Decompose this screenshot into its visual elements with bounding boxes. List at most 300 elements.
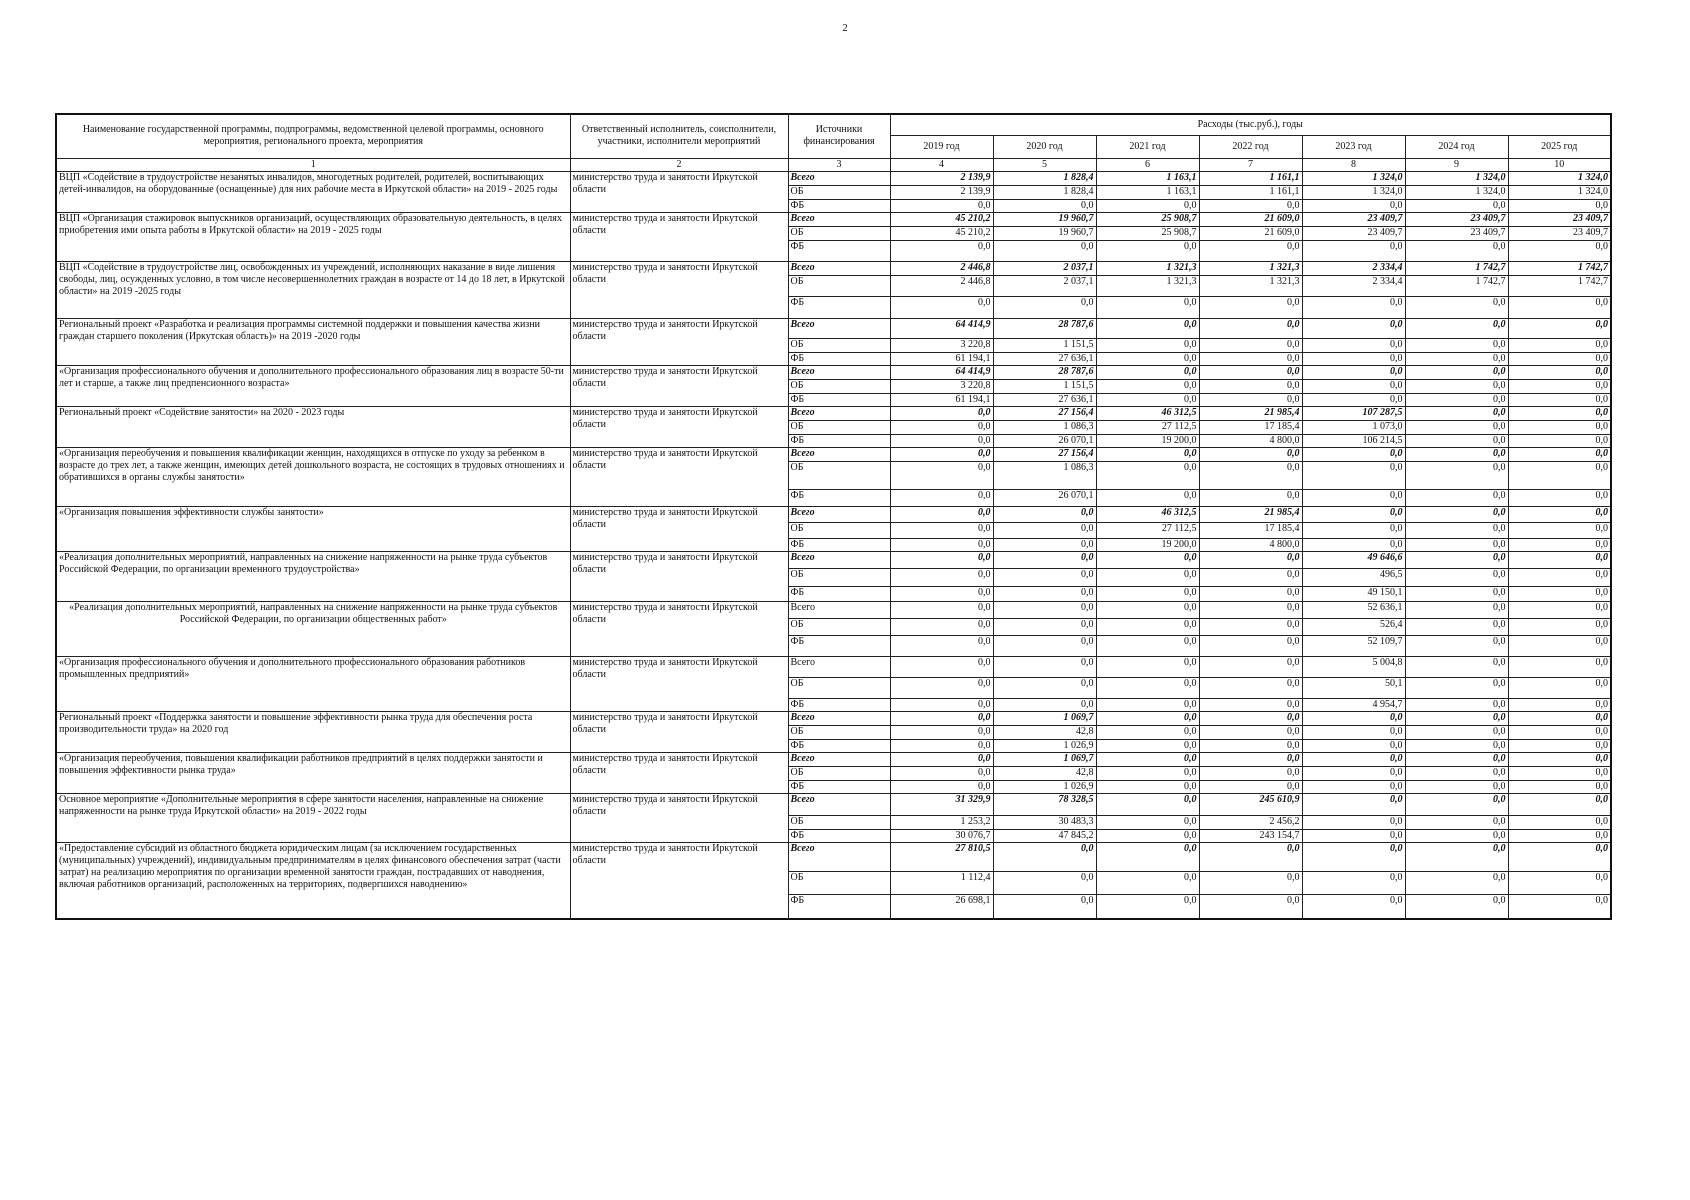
header-expenses: Расходы (тыс.руб.), годы — [890, 114, 1611, 135]
row-name: «Предоставление субсидий из областного бюджета юридическим лицам (за исключением государственных (муниципальных) учреждений), индивидуальным предпринимателям в целях финансового обеспечения затрат (части затрат) на реализацию мероприятия по организации временной занятости граждан, пострадавших от наводнения, включая работников организаций, расположенных на территориях, подвергшихся наводнению» — [56, 842, 570, 919]
amount-cell: 27 156,4 — [993, 406, 1096, 420]
amount-cell: 61 194,1 — [890, 393, 993, 406]
amount-cell: 0,0 — [1302, 538, 1405, 551]
row-name: «Организация переобучения, повышения квалификации работников предприятий в целях поддержки занятости и повышения эффективности рынка труда» — [56, 752, 570, 793]
funding-source: ОБ — [788, 618, 890, 635]
year-header: 2020 год — [993, 135, 1096, 158]
table-row-total — [56, 601, 1611, 618]
amount-cell: 0,0 — [890, 551, 993, 568]
amount-cell: 1 321,3 — [1199, 261, 1302, 275]
funding-source: ФБ — [788, 199, 890, 212]
funding-source: ФБ — [788, 780, 890, 793]
amount-cell: 0,0 — [1405, 393, 1508, 406]
amount-cell: 245 610,9 — [1199, 793, 1302, 815]
amount-cell: 496,5 — [1302, 568, 1405, 586]
amount-cell: 0,0 — [1199, 618, 1302, 635]
amount-cell: 0,0 — [1199, 894, 1302, 919]
amount-cell: 0,0 — [1405, 506, 1508, 522]
amount-cell: 0,0 — [1508, 338, 1611, 352]
amount-cell: 0,0 — [1199, 739, 1302, 752]
amount-cell: 0,0 — [1508, 780, 1611, 793]
amount-cell: 0,0 — [1199, 725, 1302, 739]
amount-cell: 23 409,7 — [1405, 212, 1508, 226]
amount-cell: 27 636,1 — [993, 352, 1096, 365]
amount-cell: 0,0 — [993, 522, 1096, 538]
funding-source: ФБ — [788, 538, 890, 551]
amount-cell: 0,0 — [1508, 677, 1611, 698]
amount-cell: 0,0 — [890, 711, 993, 725]
amount-cell: 1 026,9 — [993, 739, 1096, 752]
funding-source: Всего — [788, 656, 890, 677]
amount-cell: 0,0 — [890, 420, 993, 434]
row-name: «Организация профессионального обучения и дополнительного профессионального образования лиц в возрасте 50-ти лет и старше, а также лиц предпенсионного возраста» — [56, 365, 570, 406]
amount-cell: 0,0 — [1302, 489, 1405, 506]
amount-cell: 0,0 — [993, 894, 1096, 919]
amount-cell: 21 985,4 — [1199, 506, 1302, 522]
row-executor: министерство труда и занятости Иркутской области — [570, 365, 788, 406]
table-row-total — [56, 656, 1611, 677]
funding-source: ФБ — [788, 352, 890, 365]
row-name: «Реализация дополнительных мероприятий, направленных на снижение напряженности на рынке труда субъектов Российской Федерации, по организации общественных работ» — [56, 601, 570, 656]
row-executor: министерство труда и занятости Иркутской области — [570, 842, 788, 919]
amount-cell: 0,0 — [1508, 379, 1611, 393]
amount-cell: 0,0 — [1302, 379, 1405, 393]
amount-cell: 1 324,0 — [1405, 185, 1508, 199]
amount-cell: 0,0 — [1405, 538, 1508, 551]
row-executor: министерство труда и занятости Иркутской области — [570, 171, 788, 212]
row-name: «Организация профессионального обучения и дополнительного профессионального образования работников промышленных предприятий» — [56, 656, 570, 711]
table-row-total — [56, 551, 1611, 568]
amount-cell: 0,0 — [1405, 379, 1508, 393]
amount-cell: 21 985,4 — [1199, 406, 1302, 420]
amount-cell: 0,0 — [1096, 711, 1199, 725]
amount-cell: 0,0 — [1302, 199, 1405, 212]
amount-cell: 1 163,1 — [1096, 171, 1199, 185]
amount-cell: 0,0 — [1302, 352, 1405, 365]
amount-cell: 0,0 — [1508, 240, 1611, 261]
amount-cell: 0,0 — [1199, 635, 1302, 656]
table-row-total — [56, 212, 1611, 226]
funding-source: ФБ — [788, 240, 890, 261]
amount-cell: 0,0 — [1405, 338, 1508, 352]
amount-cell: 0,0 — [993, 506, 1096, 522]
amount-cell: 1 321,3 — [1199, 275, 1302, 296]
amount-cell: 2 456,2 — [1199, 815, 1302, 829]
amount-cell: 0,0 — [890, 677, 993, 698]
amount-cell: 0,0 — [1199, 586, 1302, 601]
amount-cell: 0,0 — [1508, 739, 1611, 752]
amount-cell: 0,0 — [1508, 618, 1611, 635]
amount-cell: 1 324,0 — [1405, 171, 1508, 185]
amount-cell: 0,0 — [1405, 829, 1508, 842]
amount-cell: 0,0 — [1508, 434, 1611, 447]
amount-cell: 0,0 — [1405, 352, 1508, 365]
amount-cell: 0,0 — [1199, 752, 1302, 766]
amount-cell: 1 742,7 — [1405, 275, 1508, 296]
amount-cell: 0,0 — [1508, 296, 1611, 318]
amount-cell: 0,0 — [1096, 601, 1199, 618]
funding-source: ФБ — [788, 635, 890, 656]
funding-source: Всего — [788, 447, 890, 461]
amount-cell: 0,0 — [993, 568, 1096, 586]
amount-cell: 0,0 — [1096, 793, 1199, 815]
table-row-total — [56, 365, 1611, 379]
amount-cell: 0,0 — [1096, 199, 1199, 212]
year-header: 2023 год — [1302, 135, 1405, 158]
amount-cell: 0,0 — [1508, 601, 1611, 618]
amount-cell: 0,0 — [993, 698, 1096, 711]
amount-cell: 1 324,0 — [1508, 171, 1611, 185]
table-row-total — [56, 506, 1611, 522]
amount-cell: 0,0 — [1199, 489, 1302, 506]
amount-cell: 21 609,0 — [1199, 212, 1302, 226]
funding-source: ОБ — [788, 766, 890, 780]
amount-cell: 0,0 — [1199, 318, 1302, 338]
funding-source: Всего — [788, 318, 890, 338]
amount-cell: 25 908,7 — [1096, 212, 1199, 226]
amount-cell: 0,0 — [993, 842, 1096, 871]
funding-source: ОБ — [788, 338, 890, 352]
amount-cell: 0,0 — [1302, 711, 1405, 725]
amount-cell: 0,0 — [1405, 739, 1508, 752]
funding-source: ОБ — [788, 379, 890, 393]
amount-cell: 26 698,1 — [890, 894, 993, 919]
row-executor: министерство труда и занятости Иркутской области — [570, 752, 788, 793]
amount-cell: 0,0 — [1302, 725, 1405, 739]
amount-cell: 0,0 — [1199, 601, 1302, 618]
amount-cell: 0,0 — [1199, 240, 1302, 261]
row-executor: министерство труда и занятости Иркутской области — [570, 261, 788, 318]
table-row-total — [56, 711, 1611, 725]
funding-source: ФБ — [788, 586, 890, 601]
amount-cell: 0,0 — [993, 871, 1096, 894]
amount-cell: 0,0 — [1302, 780, 1405, 793]
amount-cell: 64 414,9 — [890, 318, 993, 338]
amount-cell: 0,0 — [1302, 894, 1405, 919]
amount-cell: 1 161,1 — [1199, 185, 1302, 199]
amount-cell: 0,0 — [890, 725, 993, 739]
amount-cell: 0,0 — [1096, 894, 1199, 919]
amount-cell: 0,0 — [1405, 635, 1508, 656]
column-number: 5 — [993, 158, 1096, 171]
row-name: ВЦП «Организация стажировок выпускников организаций, осуществляющих образовательную деятельность, в целях приобретения ими опыта работы в Иркутской области» на 2019 - 2025 годы — [56, 212, 570, 261]
amount-cell: 0,0 — [1405, 618, 1508, 635]
amount-cell: 526,4 — [1302, 618, 1405, 635]
amount-cell: 4 800,0 — [1199, 538, 1302, 551]
amount-cell: 0,0 — [1405, 752, 1508, 766]
amount-cell: 0,0 — [1405, 601, 1508, 618]
amount-cell: 0,0 — [1096, 829, 1199, 842]
amount-cell: 0,0 — [1508, 698, 1611, 711]
year-header: 2021 год — [1096, 135, 1199, 158]
amount-cell: 4 954,7 — [1302, 698, 1405, 711]
amount-cell: 2 139,9 — [890, 171, 993, 185]
column-number: 9 — [1405, 158, 1508, 171]
amount-cell: 78 328,5 — [993, 793, 1096, 815]
amount-cell: 0,0 — [1096, 635, 1199, 656]
amount-cell: 2 334,4 — [1302, 261, 1405, 275]
amount-cell: 0,0 — [1508, 829, 1611, 842]
amount-cell: 23 409,7 — [1508, 226, 1611, 240]
amount-cell: 0,0 — [1096, 461, 1199, 489]
amount-cell: 0,0 — [1096, 842, 1199, 871]
funding-source: ФБ — [788, 829, 890, 842]
amount-cell: 49 646,6 — [1302, 551, 1405, 568]
row-name: «Организация переобучения и повышения квалификации женщин, находящихся в отпуске по уходу за ребенком в возрасте до трех лет, а также женщин, имеющих детей дошкольного возраста, не состоящих в трудовых отношениях и обратившихся в органы службы занятости» — [56, 447, 570, 506]
amount-cell: 0,0 — [1096, 379, 1199, 393]
amount-cell: 0,0 — [1405, 568, 1508, 586]
amount-cell: 0,0 — [1302, 793, 1405, 815]
amount-cell: 17 185,4 — [1199, 420, 1302, 434]
amount-cell: 0,0 — [890, 780, 993, 793]
table-row-total — [56, 171, 1611, 185]
amount-cell: 0,0 — [890, 601, 993, 618]
amount-cell: 0,0 — [993, 586, 1096, 601]
amount-cell: 0,0 — [1508, 815, 1611, 829]
row-name: Основное мероприятие «Дополнительные мероприятия в сфере занятости населения, направленные на снижение напряженности на рынке труда Иркутской области» на 2019 - 2022 годы — [56, 793, 570, 842]
amount-cell: 0,0 — [1508, 752, 1611, 766]
amount-cell: 0,0 — [1199, 379, 1302, 393]
funding-source: ОБ — [788, 568, 890, 586]
amount-cell: 0,0 — [1508, 393, 1611, 406]
amount-cell: 2 446,8 — [890, 261, 993, 275]
row-name: Региональный проект «Содействие занятости» на 2020 - 2023 годы — [56, 406, 570, 447]
amount-cell: 45 210,2 — [890, 212, 993, 226]
amount-cell: 19 960,7 — [993, 212, 1096, 226]
amount-cell: 0,0 — [1508, 711, 1611, 725]
header-name: Наименование государственной программы, подпрограммы, ведомственной целевой программы, основного мероприятия, регионального проекта, мероприятия — [56, 114, 570, 158]
amount-cell: 1 086,3 — [993, 461, 1096, 489]
funding-source: ОБ — [788, 275, 890, 296]
amount-cell: 0,0 — [890, 406, 993, 420]
amount-cell: 0,0 — [1405, 489, 1508, 506]
amount-cell: 0,0 — [1508, 365, 1611, 379]
amount-cell: 0,0 — [1096, 568, 1199, 586]
amount-cell: 0,0 — [1508, 568, 1611, 586]
amount-cell: 0,0 — [1096, 296, 1199, 318]
amount-cell: 0,0 — [1508, 635, 1611, 656]
amount-cell: 0,0 — [890, 586, 993, 601]
amount-cell: 0,0 — [1405, 447, 1508, 461]
row-executor: министерство труда и занятости Иркутской области — [570, 212, 788, 261]
amount-cell: 3 220,8 — [890, 338, 993, 352]
row-executor: министерство труда и занятости Иркутской области — [570, 601, 788, 656]
amount-cell: 0,0 — [1405, 420, 1508, 434]
table-row-total — [56, 842, 1611, 871]
amount-cell: 0,0 — [1096, 318, 1199, 338]
amount-cell: 0,0 — [993, 296, 1096, 318]
amount-cell: 2 037,1 — [993, 261, 1096, 275]
amount-cell: 0,0 — [890, 739, 993, 752]
amount-cell: 42,8 — [993, 766, 1096, 780]
amount-cell: 0,0 — [1302, 338, 1405, 352]
amount-cell: 0,0 — [1508, 199, 1611, 212]
amount-cell: 5 004,8 — [1302, 656, 1405, 677]
amount-cell: 0,0 — [1405, 698, 1508, 711]
funding-source: ОБ — [788, 815, 890, 829]
funding-source: ФБ — [788, 489, 890, 506]
amount-cell: 0,0 — [1302, 461, 1405, 489]
amount-cell: 1 253,2 — [890, 815, 993, 829]
amount-cell: 0,0 — [1199, 447, 1302, 461]
amount-cell: 61 194,1 — [890, 352, 993, 365]
amount-cell: 0,0 — [1508, 420, 1611, 434]
amount-cell: 0,0 — [1199, 352, 1302, 365]
header-source: Источники финансирования — [788, 114, 890, 158]
row-name: ВЦП «Содействие в трудоустройстве незанятых инвалидов, многодетных родителей, родителей, воспитывающих детей-инвалидов, на оборудованные (оснащенные) для них рабочие места в Иркутской области» на 2019 - 2025 годы — [56, 171, 570, 212]
funding-source: Всего — [788, 551, 890, 568]
amount-cell: 0,0 — [1405, 793, 1508, 815]
amount-cell: 0,0 — [890, 434, 993, 447]
table-row-total — [56, 793, 1611, 815]
amount-cell: 0,0 — [1096, 240, 1199, 261]
amount-cell: 0,0 — [1405, 318, 1508, 338]
year-header: 2019 год — [890, 135, 993, 158]
amount-cell: 0,0 — [1405, 522, 1508, 538]
row-executor: министерство труда и занятости Иркутской области — [570, 506, 788, 551]
amount-cell: 0,0 — [1096, 586, 1199, 601]
amount-cell: 0,0 — [890, 698, 993, 711]
amount-cell: 30 483,3 — [993, 815, 1096, 829]
amount-cell: 23 409,7 — [1302, 226, 1405, 240]
amount-cell: 0,0 — [890, 568, 993, 586]
amount-cell: 243 154,7 — [1199, 829, 1302, 842]
amount-cell: 0,0 — [1302, 365, 1405, 379]
column-number: 10 — [1508, 158, 1611, 171]
amount-cell: 0,0 — [1199, 871, 1302, 894]
funding-source: ОБ — [788, 461, 890, 489]
amount-cell: 1 742,7 — [1405, 261, 1508, 275]
amount-cell: 0,0 — [993, 551, 1096, 568]
amount-cell: 27 112,5 — [1096, 522, 1199, 538]
funding-source: ФБ — [788, 434, 890, 447]
row-name: Региональный проект «Разработка и реализация программы системной поддержки и повышения качества жизни граждан старшего поколения (Иркутская область)» на 2019 -2020 годы — [56, 318, 570, 365]
header-executor: Ответственный исполнитель, соисполнители, участники, исполнители мероприятий — [570, 114, 788, 158]
amount-cell: 1 069,7 — [993, 752, 1096, 766]
amount-cell: 2 334,4 — [1302, 275, 1405, 296]
amount-cell: 17 185,4 — [1199, 522, 1302, 538]
amount-cell: 0,0 — [890, 240, 993, 261]
funding-source: Всего — [788, 601, 890, 618]
amount-cell: 0,0 — [1096, 656, 1199, 677]
amount-cell: 0,0 — [1405, 725, 1508, 739]
amount-cell: 2 139,9 — [890, 185, 993, 199]
amount-cell: 0,0 — [1302, 318, 1405, 338]
amount-cell: 0,0 — [1199, 551, 1302, 568]
amount-cell: 0,0 — [1405, 894, 1508, 919]
column-number: 8 — [1302, 158, 1405, 171]
amount-cell: 0,0 — [1508, 725, 1611, 739]
amount-cell: 0,0 — [1508, 793, 1611, 815]
amount-cell: 0,0 — [993, 240, 1096, 261]
row-executor: министерство труда и занятости Иркутской области — [570, 793, 788, 842]
funding-source: ФБ — [788, 739, 890, 752]
amount-cell: 0,0 — [890, 766, 993, 780]
amount-cell: 27 636,1 — [993, 393, 1096, 406]
amount-cell: 1 324,0 — [1302, 171, 1405, 185]
amount-cell: 0,0 — [1096, 766, 1199, 780]
amount-cell: 1 069,7 — [993, 711, 1096, 725]
amount-cell: 1 161,1 — [1199, 171, 1302, 185]
amount-cell: 28 787,6 — [993, 365, 1096, 379]
amount-cell: 23 409,7 — [1508, 212, 1611, 226]
amount-cell: 0,0 — [1405, 842, 1508, 871]
amount-cell: 0,0 — [1302, 393, 1405, 406]
amount-cell: 0,0 — [1405, 711, 1508, 725]
budget-table — [55, 113, 1612, 920]
amount-cell: 45 210,2 — [890, 226, 993, 240]
amount-cell: 0,0 — [1199, 461, 1302, 489]
amount-cell: 0,0 — [1096, 780, 1199, 793]
funding-source: Всего — [788, 752, 890, 766]
amount-cell: 19 200,0 — [1096, 538, 1199, 551]
amount-cell: 0,0 — [993, 601, 1096, 618]
funding-source: ОБ — [788, 522, 890, 538]
amount-cell: 49 150,1 — [1302, 586, 1405, 601]
amount-cell: 0,0 — [1405, 240, 1508, 261]
amount-cell: 0,0 — [1405, 406, 1508, 420]
amount-cell: 0,0 — [1096, 338, 1199, 352]
funding-source: ФБ — [788, 393, 890, 406]
amount-cell: 46 312,5 — [1096, 506, 1199, 522]
funding-source: ОБ — [788, 871, 890, 894]
amount-cell: 0,0 — [1508, 318, 1611, 338]
amount-cell: 0,0 — [1096, 677, 1199, 698]
amount-cell: 0,0 — [1405, 780, 1508, 793]
amount-cell: 1 026,9 — [993, 780, 1096, 793]
amount-cell: 0,0 — [1508, 894, 1611, 919]
funding-source: ОБ — [788, 226, 890, 240]
amount-cell: 0,0 — [1096, 871, 1199, 894]
amount-cell: 0,0 — [1302, 829, 1405, 842]
amount-cell: 1 742,7 — [1508, 275, 1611, 296]
amount-cell: 0,0 — [890, 618, 993, 635]
amount-cell: 0,0 — [1508, 766, 1611, 780]
amount-cell: 0,0 — [1199, 338, 1302, 352]
amount-cell: 23 409,7 — [1302, 212, 1405, 226]
amount-cell: 0,0 — [1302, 522, 1405, 538]
funding-source: Всего — [788, 261, 890, 275]
amount-cell: 0,0 — [1405, 199, 1508, 212]
amount-cell: 0,0 — [1096, 352, 1199, 365]
amount-cell: 0,0 — [1199, 365, 1302, 379]
amount-cell: 0,0 — [1508, 461, 1611, 489]
amount-cell: 0,0 — [1096, 698, 1199, 711]
amount-cell: 1 073,0 — [1302, 420, 1405, 434]
amount-cell: 42,8 — [993, 725, 1096, 739]
amount-cell: 0,0 — [890, 752, 993, 766]
amount-cell: 0,0 — [1508, 871, 1611, 894]
column-number: 1 — [56, 158, 570, 171]
amount-cell: 64 414,9 — [890, 365, 993, 379]
amount-cell: 52 636,1 — [1302, 601, 1405, 618]
amount-cell: 0,0 — [1508, 538, 1611, 551]
amount-cell: 0,0 — [1096, 393, 1199, 406]
amount-cell: 0,0 — [1405, 815, 1508, 829]
amount-cell: 1 324,0 — [1302, 185, 1405, 199]
row-name: «Организация повышения эффективности службы занятости» — [56, 506, 570, 551]
amount-cell: 25 908,7 — [1096, 226, 1199, 240]
page-number: 2 — [842, 22, 848, 34]
amount-cell: 0,0 — [890, 522, 993, 538]
amount-cell: 0,0 — [1508, 447, 1611, 461]
amount-cell: 0,0 — [1096, 365, 1199, 379]
amount-cell: 0,0 — [1199, 393, 1302, 406]
amount-cell: 0,0 — [1302, 739, 1405, 752]
amount-cell: 50,1 — [1302, 677, 1405, 698]
amount-cell: 0,0 — [890, 506, 993, 522]
amount-cell: 0,0 — [993, 635, 1096, 656]
